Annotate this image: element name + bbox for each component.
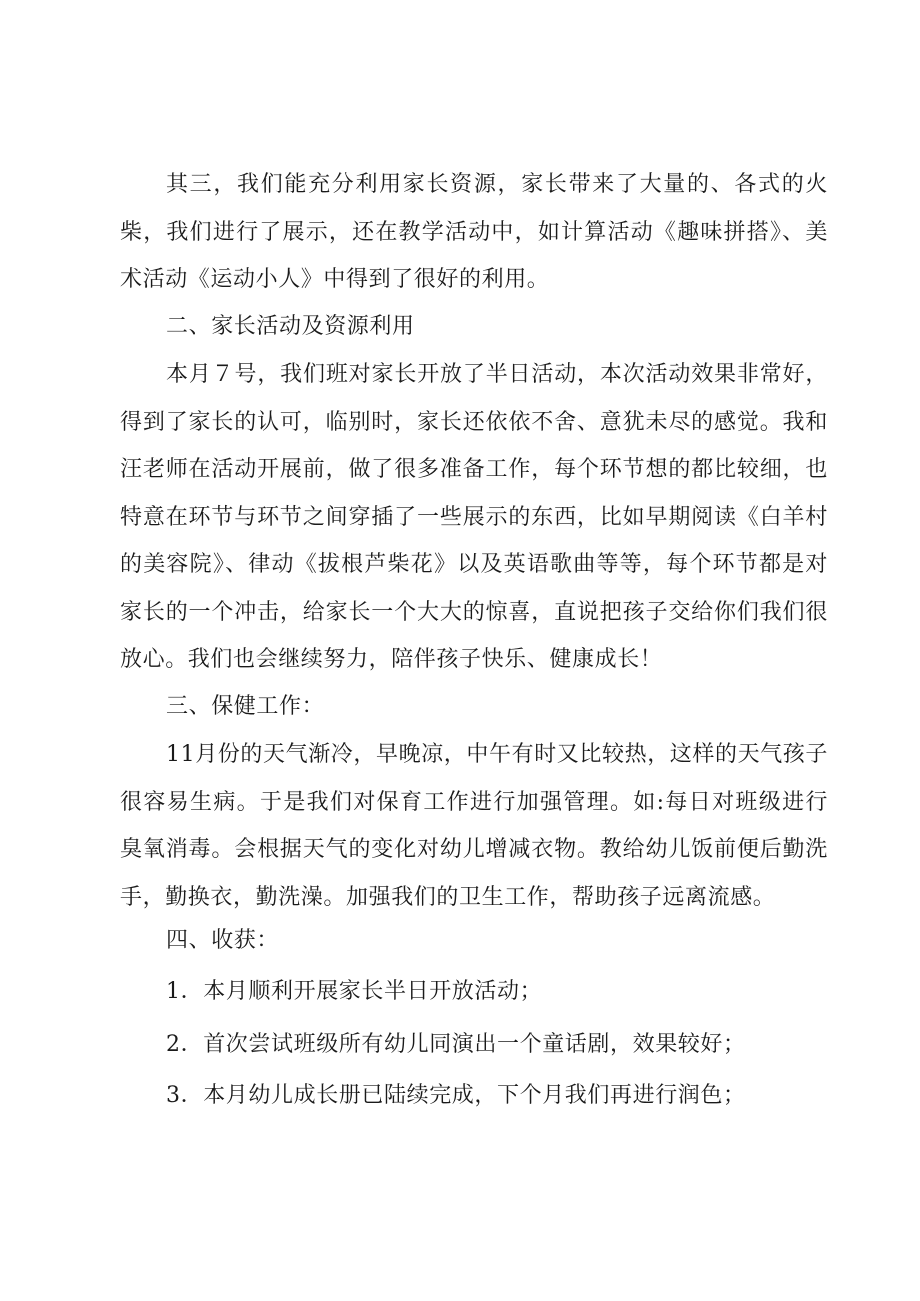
list-item: 1．本月顺利开展家长半日开放活动； (166, 979, 543, 1004)
list-item: 3．本月幼儿成长册已陆续完成，下个月我们再进行润色； (166, 1083, 746, 1108)
section-heading-health-care: 三、保健工作： (166, 694, 325, 719)
section-heading-parent-activities: 二、家长活动及资源利用 (166, 314, 415, 339)
paragraph-health-care: 11月份的天气渐冷，早晚凉，中午有时又比较热，这样的天气孩子很容易生病。于是我们对保育工作进行加强管理。如:每日对班级进行臭氧消毒。会根据天气的变化对幼儿增减衣物。教给幼儿饭前便后勤洗手，勤换衣，勤洗澡。加强我们的卫生工作，帮助孩子远离流感。 (120, 742, 828, 910)
section-heading-harvest: 四、收获： (166, 928, 280, 953)
paragraph-resources: 其三，我们能充分利用家长资源，家长带来了大量的、各式的火柴，我们进行了展示，还在教学活动中，如计算活动《趣味拼搭》、美术活动《运动小人》中得到了很好的利用。 (120, 172, 828, 292)
list-item: 2．首次尝试班级所有幼儿同演出一个童话剧，效果较好； (166, 1032, 746, 1057)
paragraph-parent-activities: 本月７号，我们班对家长开放了半日活动，本次活动效果非常好，得到了家长的认可，临别时，家长还依依不舍、意犹未尽的感觉。我和汪老师在活动开展前，做了很多准备工作，每个环节想的都比较细，也特意在环节与环节之间穿插了一些展示的东西，比如早期阅读《白羊村的美容院》、律动《拔根芦柴花》以及英语歌曲等等，每个环节都是对家长的一个冲击，给家长一个大大的惊喜，直说把孩子交给你们我们很放心。我们也会继续努力，陪伴孩子快乐、健康成长！ (120, 362, 828, 672)
